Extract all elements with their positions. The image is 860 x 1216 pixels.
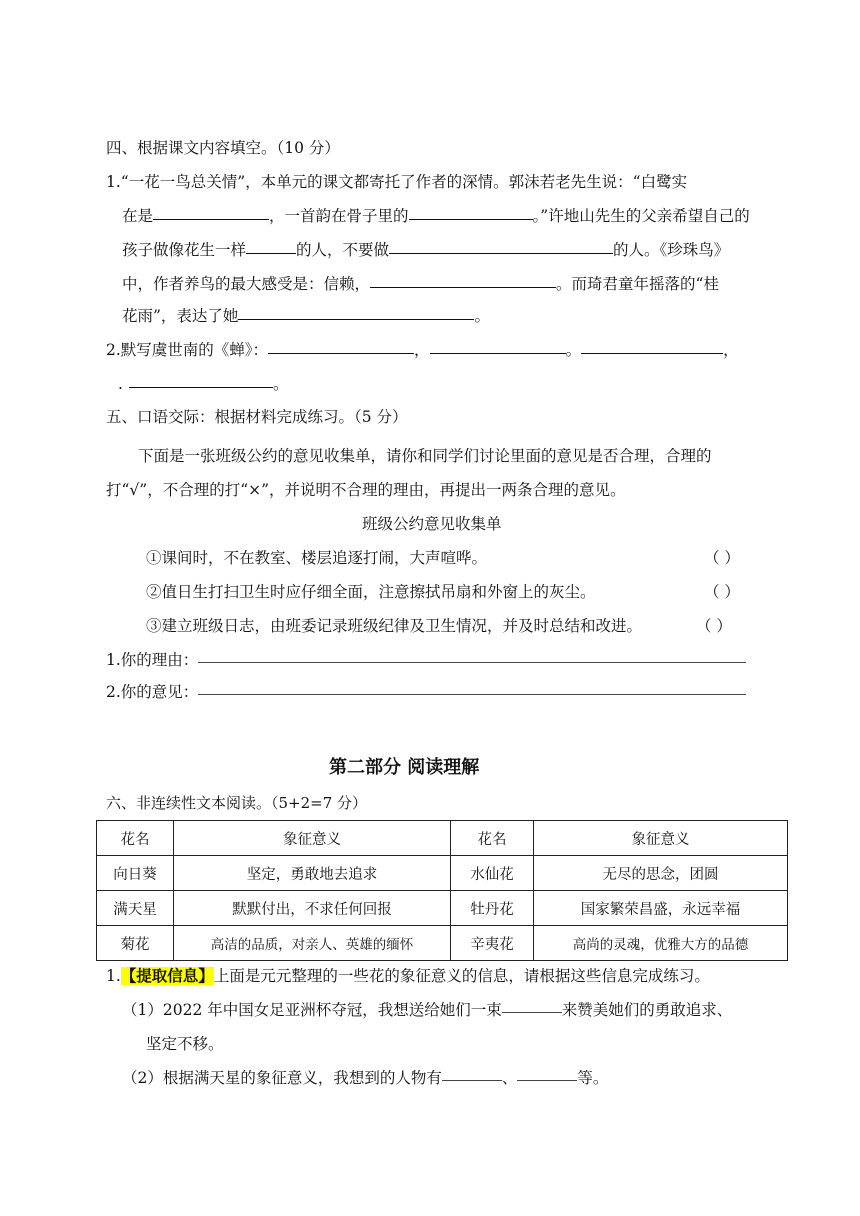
table-header-cell: 花名 — [97, 821, 174, 856]
table-cell: 辛夷花 — [451, 926, 534, 961]
fill-blank-10[interactable] — [129, 386, 273, 388]
opinion-answer-line[interactable] — [198, 694, 746, 695]
q1-line3 — [122, 238, 729, 260]
q1-line3-text-c: 的人。《珍珠鸟》 — [613, 241, 730, 259]
sub-question-1-line1 — [122, 998, 732, 1020]
q2-line2 — [118, 372, 288, 394]
table-cell: 高尚的灵魂，优雅大方的品德 — [534, 926, 788, 961]
opinion-line — [106, 680, 746, 702]
table-cell: 国家繁荣昌盛，永远幸福 — [534, 891, 788, 926]
sub2-text-c: 等。 — [577, 1069, 609, 1087]
section5-paragraph-line1: 下面是一张班级公约的意见收集单，请你和同学们讨论里面的意见是否合理，合理的 — [138, 447, 712, 465]
fill-blank-person-2[interactable] — [517, 1080, 577, 1081]
q1-line2 — [122, 204, 750, 226]
sub2-text-a: （2）根据满天星的象征意义，我想到的人物有 — [122, 1069, 442, 1087]
reason-answer-line[interactable] — [198, 662, 746, 663]
table-row — [97, 891, 788, 926]
q1-line4-text-a: 中，作者养鸟的最大感受是：信赖， — [122, 275, 371, 293]
sub-question-2-line — [122, 1066, 608, 1088]
q1-line5 — [122, 304, 490, 326]
extract-info-tag: 【提取信息】 — [120, 967, 214, 985]
check-paren-2[interactable]: （ ） — [704, 583, 740, 601]
q2-text-e: . — [118, 375, 123, 393]
table-cell: 坚定，勇敢地去追求 — [174, 856, 451, 891]
fill-blank-3[interactable] — [246, 252, 296, 254]
part2-title: 第二部分 阅读理解 — [329, 757, 480, 778]
table-cell: 牡丹花 — [451, 891, 534, 926]
fill-blank-6[interactable] — [238, 318, 474, 320]
q2-line1 — [106, 338, 739, 360]
fill-blank-flower[interactable] — [502, 1012, 562, 1013]
q1-number: 1. — [106, 967, 121, 985]
fill-blank-5[interactable] — [370, 286, 556, 288]
sub1-text-b: 来赞美她们的勇敢追求、 — [561, 1001, 733, 1019]
reason-label: 1.你的理由： — [106, 651, 199, 669]
q1-line1: 1.“一花一鸟总关情”，本单元的课文都寄托了作者的深情。郭沫若老先生说：“白鹭实 — [106, 173, 688, 191]
table-header-cell: 象征意义 — [534, 821, 788, 856]
sub2-text-b: 、 — [501, 1069, 518, 1087]
fill-blank-4[interactable] — [389, 252, 613, 254]
section5-paragraph-line2: 打“√”，不合理的打“×”，并说明不合理的理由，再提出一两条合理的意见。 — [106, 481, 626, 499]
table-header-row — [97, 821, 788, 856]
fill-blank-8[interactable] — [430, 352, 566, 354]
reason-line — [106, 648, 746, 670]
flower-symbolism-table — [96, 820, 788, 961]
fill-blank-7[interactable] — [268, 352, 414, 354]
form-title: 班级公约意见收集单 — [362, 515, 502, 533]
sub1-text-a: （1）2022 年中国女足亚洲杯夺冠，我想送给她们一束 — [122, 1001, 502, 1019]
opinion-label: 2.你的意见： — [106, 683, 199, 701]
sub-question-1-line2: 坚定不移。 — [146, 1035, 224, 1053]
q1-line5-text-a: 花雨”，表达了她 — [122, 307, 239, 325]
table-row — [97, 856, 788, 891]
q1-instruction: 上面是元元整理的一些花的象征意义的信息，请根据这些信息完成练习。 — [213, 967, 710, 985]
opinion-item-2: ②值日生打扫卫生时应仔细全面，注意擦拭吊扇和外窗上的灰尘。 — [146, 583, 596, 601]
fill-blank-1[interactable] — [153, 218, 269, 220]
section6-q1-line — [106, 964, 710, 986]
q2-text-d: ， — [723, 341, 739, 359]
q2-text-a: 2.默写虞世南的《蝉》： — [106, 341, 269, 359]
table-cell: 菊花 — [97, 926, 174, 961]
section4-heading: 四、根据课文内容填空。（10 分） — [106, 139, 340, 157]
section5-heading: 五、口语交际：根据材料完成练习。（5 分） — [106, 408, 408, 426]
fill-blank-2[interactable] — [409, 218, 533, 220]
check-paren-3[interactable]: （ ） — [696, 617, 732, 635]
q1-line3-text-a: 孩子做像花生一样 — [122, 241, 247, 259]
q1-line2-text-c: 。”许地山先生的父亲希望自己的 — [532, 207, 750, 225]
q1-line4-text-b: 。而琦君童年摇落的“桂 — [556, 275, 719, 293]
table-row — [97, 926, 788, 961]
q2-text-f: 。 — [272, 375, 289, 393]
table-cell: 水仙花 — [451, 856, 534, 891]
table-header-cell: 花名 — [451, 821, 534, 856]
q1-line3-text-b: 的人，不要做 — [296, 241, 390, 259]
fill-blank-9[interactable] — [581, 352, 723, 354]
table-cell: 满天星 — [97, 891, 174, 926]
fill-blank-person-1[interactable] — [442, 1080, 502, 1081]
q1-line5-text-b: 。 — [474, 307, 490, 325]
opinion-item-1: ①课间时，不在教室、楼层追逐打闹，大声喧哗。 — [146, 549, 488, 567]
table-cell: 默默付出，不求任何回报 — [174, 891, 451, 926]
check-paren-1[interactable]: （ ） — [704, 549, 740, 567]
q1-line4 — [122, 272, 719, 294]
q2-text-c: 。 — [565, 341, 582, 359]
q1-line2-text-b: ，一首韵在骨子里的 — [269, 207, 409, 225]
table-cell: 高洁的品质，对亲人、英雄的缅怀 — [174, 926, 451, 961]
q1-line2-text-a: 在是 — [122, 207, 154, 225]
table-cell: 向日葵 — [97, 856, 174, 891]
section6-heading: 六、非连续性文本阅读。（5+2=7 分） — [106, 794, 368, 812]
q2-text-b: ， — [414, 341, 430, 359]
table-cell: 无尽的思念，团圆 — [534, 856, 788, 891]
opinion-item-3: ③建立班级日志，由班委记录班级纪律及卫生情况，并及时总结和改进。 — [146, 617, 643, 635]
table-header-cell: 象征意义 — [174, 821, 451, 856]
